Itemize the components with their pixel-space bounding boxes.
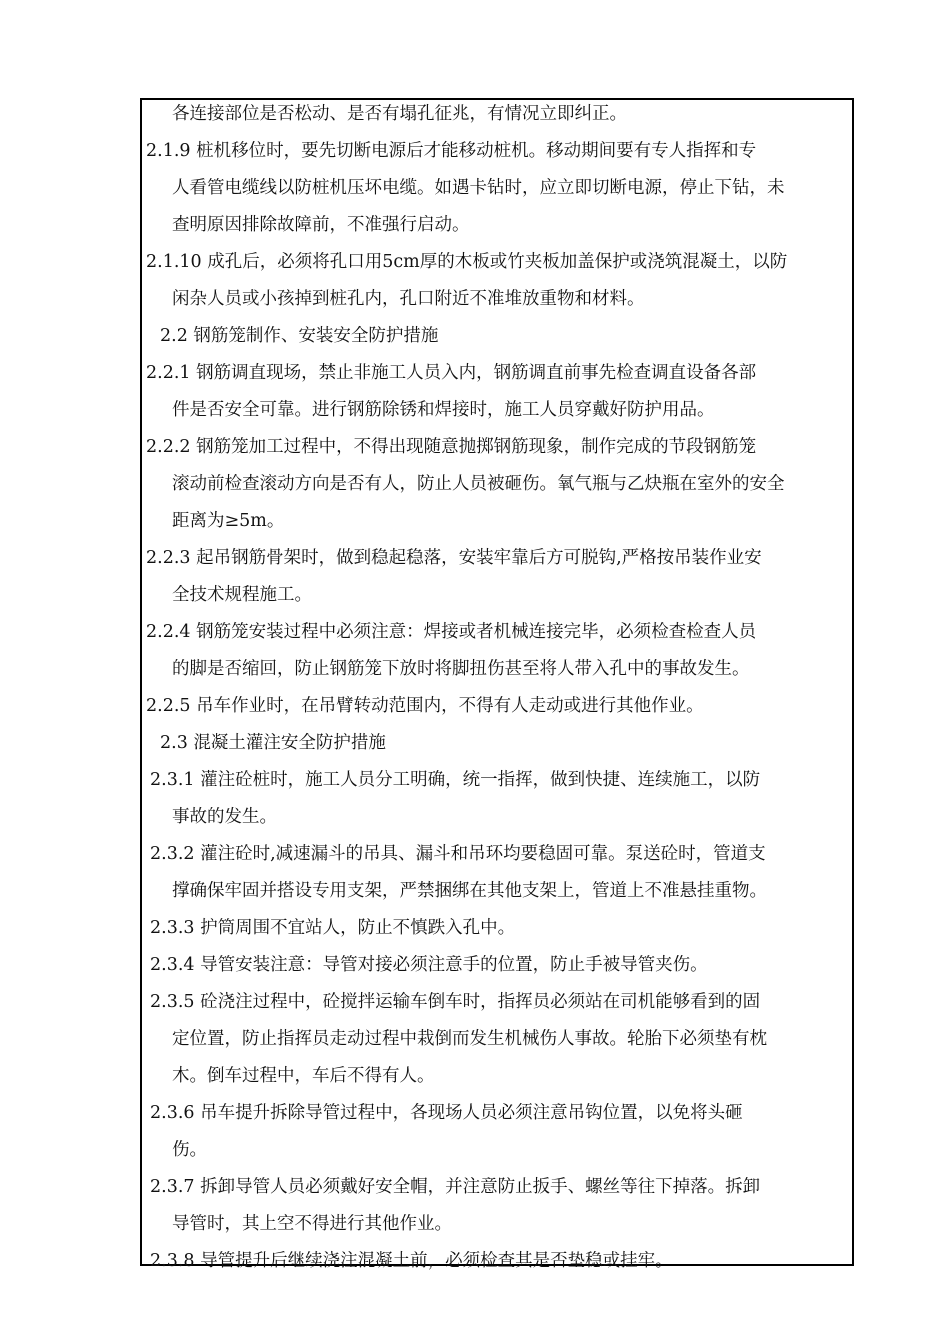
text-line: 木。倒车过程中，车后不得有人。 — [172, 1066, 435, 1086]
text-line: 各连接部位是否松动、是否有塌孔征兆，有情况立即纠正。 — [172, 104, 627, 124]
text-line: 撑确保牢固并搭设专用支架，严禁捆绑在其他支架上，管道上不准悬挂重物。 — [172, 881, 767, 901]
text-line: 全技术规程施工。 — [172, 585, 312, 605]
text-line: 2.3.3 护筒周围不宜站人，防止不慎跌入孔中。 — [150, 918, 516, 938]
text-line: 2.3.8 导管提升后继续浇注混凝土前，必须检查其是否垫稳或挂牢。 — [150, 1251, 673, 1271]
text-line: 2.1.10 成孔后，必须将孔口用5cm厚的木板或竹夹板加盖保护或浇筑混凝土，以防 — [146, 252, 788, 272]
text-line: 2.2.2 钢筋笼加工过程中，不得出现随意抛掷钢筋现象，制作完成的节段钢筋笼 — [146, 437, 757, 457]
text-line: 人看管电缆线以防桩机压坏电缆。如遇卡钻时，应立即切断电源，停止下钻，未 — [172, 178, 785, 198]
text-line: 的脚是否缩回，防止钢筋笼下放时将脚扭伤甚至将人带入孔中的事故发生。 — [172, 659, 750, 679]
table-frame — [140, 98, 854, 1266]
text-line: 2.2.3 起吊钢筋骨架时，做到稳起稳落，安装牢靠后方可脱钩,严格按吊装作业安 — [146, 548, 762, 568]
section-heading: 2.2 钢筋笼制作、安装安全防护措施 — [160, 326, 439, 346]
text-line: 查明原因排除故障前，不准强行启动。 — [172, 215, 470, 235]
text-line: 2.2.1 钢筋调直现场，禁止非施工人员入内，钢筋调直前事先检查调直设备各部 — [146, 363, 757, 383]
text-line: 2.3.1 灌注砼桩时，施工人员分工明确，统一指挥，做到快捷、连续施工，以防 — [150, 770, 761, 790]
text-line: 事故的发生。 — [172, 807, 277, 827]
text-line: 2.3.5 砼浇注过程中，砼搅拌运输车倒车时，指挥员必须站在司机能够看到的固 — [150, 992, 761, 1012]
text-line: 滚动前检查滚动方向是否有人，防止人员被砸伤。氧气瓶与乙炔瓶在室外的安全 — [172, 474, 785, 494]
text-line: 导管时，其上空不得进行其他作业。 — [172, 1214, 452, 1234]
text-line: 2.3.7 拆卸导管人员必须戴好安全帽，并注意防止扳手、螺丝等往下掉落。拆卸 — [150, 1177, 761, 1197]
section-heading: 2.3 混凝土灌注安全防护措施 — [160, 733, 386, 753]
text-line: 2.2.4 钢筋笼安装过程中必须注意：焊接或者机械连接完毕，必须检查检查人员 — [146, 622, 757, 642]
text-line: 定位置，防止指挥员走动过程中栽倒而发生机械伤人事故。轮胎下必须垫有枕 — [172, 1029, 767, 1049]
text-line: 件是否安全可靠。进行钢筋除锈和焊接时，施工人员穿戴好防护用品。 — [172, 400, 715, 420]
text-line: 2.3.4 导管安装注意：导管对接必须注意手的位置，防止手被导管夹伤。 — [150, 955, 708, 975]
text-line: 伤。 — [172, 1140, 207, 1160]
text-line: 距离为≥5m。 — [172, 511, 285, 531]
text-line: 2.2.5 吊车作业时，在吊臂转动范围内，不得有人走动或进行其他作业。 — [146, 696, 704, 716]
text-line: 2.1.9 桩机移位时，要先切断电源后才能移动桩机。移动期间要有专人指挥和专 — [146, 141, 757, 161]
text-line: 闲杂人员或小孩掉到桩孔内，孔口附近不准堆放重物和材料。 — [172, 289, 645, 309]
text-line: 2.3.2 灌注砼时,减速漏斗的吊具、漏斗和吊环均要稳固可靠。泵送砼时，管道支 — [150, 844, 766, 864]
text-line: 2.3.6 吊车提升拆除导管过程中，各现场人员必须注意吊钩位置，以免将头砸 — [150, 1103, 743, 1123]
